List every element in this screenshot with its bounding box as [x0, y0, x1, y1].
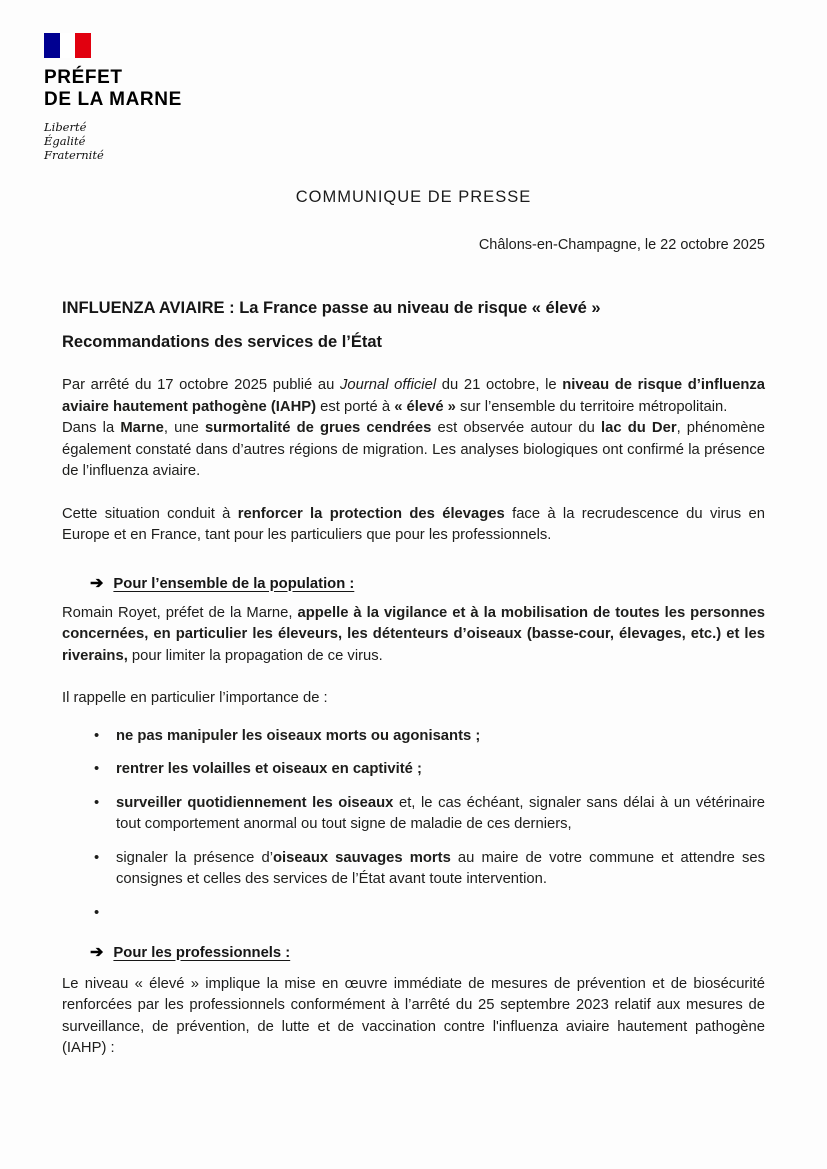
headline [62, 297, 765, 353]
paragraph-risk-level: Par arrêté du 17 octobre 2025 publié au Journal officiel du 21 octobre, le niveau de risque d’influenza aviaire hautement pathogène (IAHP) est porté à « élevé » sur l’ensemble du territoire métropolitain. [62, 377, 765, 415]
arrow-icon: ➔ [90, 943, 104, 961]
list-item-text: signaler la présence d’oiseaux sauvages morts au maire de votre commune et attendre ses consignes et celles des services de l’État avant toute intervention. [116, 849, 765, 887]
intro-paragraph-group [62, 375, 765, 483]
section-professionals-label: Pour les professionnels : [113, 944, 291, 961]
paragraph-professionals: Le niveau « élevé » implique la mise en œuvre immédiate de mesures de prévention et de biosécurité renforcées par les professionnels conformément à l’arrêté du 25 septembre 2023 relatif aux mesures de surveillance, de prévention, de lutte et de vaccination contre l'influenza aviaire hautement pathogène (IAHP) : [62, 975, 765, 1056]
list-item [92, 848, 765, 891]
recommendations-list [62, 726, 765, 924]
bullet-icon: • [94, 761, 100, 777]
paragraph-protection: Cette situation conduit à renforcer la protection des élevages face à la recrudescence du virus en Europe et en France, tant pour les particuliers que pour les professionnels. [62, 505, 765, 543]
list-item-text: surveiller quotidiennement les oiseaux et, le cas échéant, signaler sans délai à un vétérinaire tout comportement anormal ou tout signe de maladie de ces derniers, [116, 794, 765, 832]
motto-liberte: Liberté [44, 120, 87, 134]
bullet-icon: • [94, 849, 100, 866]
bullet-icon: • [94, 727, 100, 744]
prefecture-name-line1: PRÉFET [44, 67, 123, 88]
bullet-icon: • [94, 904, 100, 921]
motto-fraternite: Fraternité [44, 148, 104, 162]
list-item [92, 793, 765, 836]
section-population-label: Pour l’ensemble de la population : [113, 575, 355, 592]
section-population [90, 573, 765, 593]
prefecture-name-line2: DE LA MARNE [44, 89, 182, 110]
list-item-text: ne pas manipuler les oiseaux morts ou agonisants ; [116, 727, 481, 744]
document-title: COMMUNIQUE DE PRESSE [295, 188, 532, 206]
paragraph-marne-mortality: Dans la Marne, une surmortalité de grues cendrées est observée autour du lac du Der, phénomène également constaté dans d’autres régions de migration. Les analyses biologiques ont confirmé la présence de l’influenza aviaire. [62, 420, 765, 479]
headline-line2: Recommandations des services de l’État [62, 333, 383, 351]
list-item [92, 759, 765, 781]
list-item-text: rentrer les volailles et oiseaux en captivité ; [116, 761, 422, 777]
list-item-empty [92, 903, 765, 924]
dateline: Châlons-en-Champagne, le 22 octobre 2025 [478, 237, 765, 253]
headline-line1: INFLUENZA AVIAIRE : La France passe au niveau de risque « élevé » [62, 299, 601, 317]
motto-egalite: Égalité [44, 134, 86, 148]
paragraph-list-intro: Il rappelle en particulier l’importance de : [62, 690, 328, 706]
list-item [92, 726, 765, 748]
section-professionals [90, 942, 765, 962]
bullet-icon: • [94, 794, 100, 811]
arrow-icon: ➔ [90, 574, 104, 592]
paragraph-prefect-call: Romain Royet, préfet de la Marne, appelle à la vigilance et à la mobilisation de toutes les personnes concernées, en particulier les éleveurs, les détenteurs d’oiseaux (basse-cour, élevages, etc.) et les riverains, pour limiter la propagation de ce virus. [62, 604, 765, 664]
